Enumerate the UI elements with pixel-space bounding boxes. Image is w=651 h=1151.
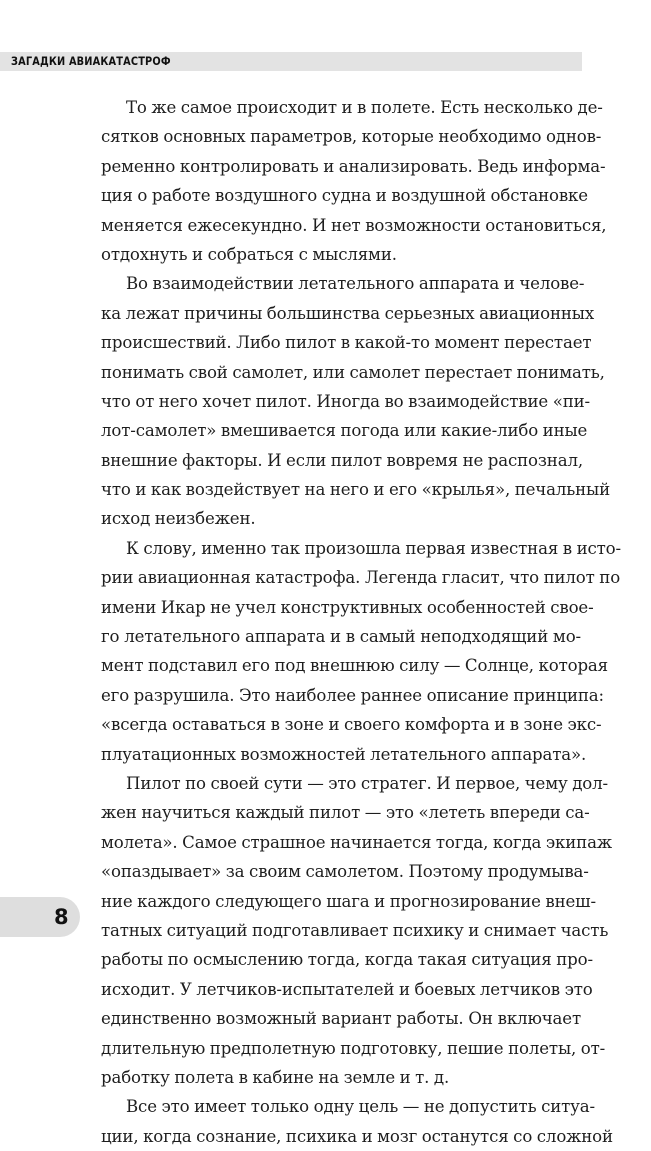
text-line: «всегда оставаться в зоне и своего комфорта и в зоне экс-	[101, 715, 602, 735]
text-line: сятков основных параметров, которые необходимо однов-	[101, 127, 602, 147]
text-line: исход неизбежен.	[101, 509, 256, 529]
body-text	[101, 93, 621, 1151]
running-header	[0, 52, 582, 71]
text-line: меняется ежесекундно. И нет возможности остановиться,	[101, 215, 607, 235]
page-number: 8	[54, 905, 69, 929]
text-line: плуатационных возможностей летательного аппарата».	[101, 744, 587, 764]
text-line: К слову, именно так произошла первая известная в исто-	[126, 538, 621, 558]
text-line: татных ситуаций подготавливает психику и снимает часть	[101, 920, 609, 940]
paragraph	[101, 93, 607, 269]
running-header-title: ЗАГАДКИ АВИАКАТАСТРОФ	[11, 54, 171, 68]
text-line: Все это имеет только одну цель — не допустить ситуа-	[126, 1097, 595, 1117]
text-line: происшествий. Либо пилот в какой-то момент перестает	[101, 333, 592, 353]
page-number-badge	[0, 897, 80, 937]
text-line: ка лежат причины большинства серьезных авиационных	[101, 303, 595, 323]
text-line: что и как воздействует на него и его «крылья», печальный	[101, 480, 611, 500]
paragraph	[101, 269, 611, 534]
text-line: «опаздывает» за своим самолетом. Поэтому продумыва-	[101, 862, 589, 882]
text-line: ции, когда сознание, психика и мозг останутся со сложной	[101, 1126, 613, 1146]
text-line: что от него хочет пилот. Иногда во взаимодействие «пи-	[101, 391, 590, 411]
text-line: понимать свой самолет, или самолет перестает понимать,	[101, 362, 605, 382]
text-line: работку полета в кабине на земле и т. д.	[101, 1067, 450, 1087]
paragraph	[101, 534, 621, 769]
text-line: Во взаимодействии летательного аппарата и челове-	[126, 274, 585, 294]
text-line: внешние факторы. И если пилот вовремя не распознал,	[101, 450, 583, 470]
text-line: рии авиационная катастрофа. Легенда гласит, что пилот по	[101, 568, 621, 588]
text-line: имени Икар не учел конструктивных особенностей свое-	[101, 597, 594, 617]
text-line: его разрушила. Это наиболее раннее описание принципа:	[101, 685, 604, 705]
text-line: жен научиться каждый пилот — это «лететь впереди са-	[101, 803, 590, 823]
text-line: работы по осмыслению тогда, когда такая ситуация про-	[101, 950, 593, 970]
text-line: Пилот по своей сути — это стратег. И первое, чему дол-	[126, 773, 608, 793]
text-line: отдохнуть и собраться с мыслями.	[101, 244, 397, 264]
text-line: мент подставил его под внешнюю силу — Солнце, которая	[101, 656, 608, 676]
text-line: ние каждого следующего шага и прогнозирование внеш-	[101, 891, 596, 911]
text-line: исходит. У летчиков-испытателей и боевых летчиков это	[101, 979, 593, 999]
text-line: ция о работе воздушного судна и воздушной обстановке	[101, 186, 588, 206]
text-line: единственно возможный вариант работы. Он включает	[101, 1009, 581, 1029]
text-line: То же самое происходит и в полете. Есть несколько де-	[126, 98, 603, 117]
text-line: го летательного аппарата и в самый неподходящий мо-	[101, 627, 581, 647]
paragraph	[101, 1092, 613, 1151]
text-line: лот-самолет» вмешивается погода или какие-либо иные	[101, 421, 588, 441]
text-line: длительную предполетную подготовку, пешие полеты, от-	[101, 1038, 606, 1058]
text-line: молета». Самое страшное начинается тогда, когда экипаж	[101, 832, 612, 852]
paragraph	[101, 769, 612, 1092]
text-line: ременно контролировать и анализировать. Ведь информа-	[101, 156, 606, 176]
